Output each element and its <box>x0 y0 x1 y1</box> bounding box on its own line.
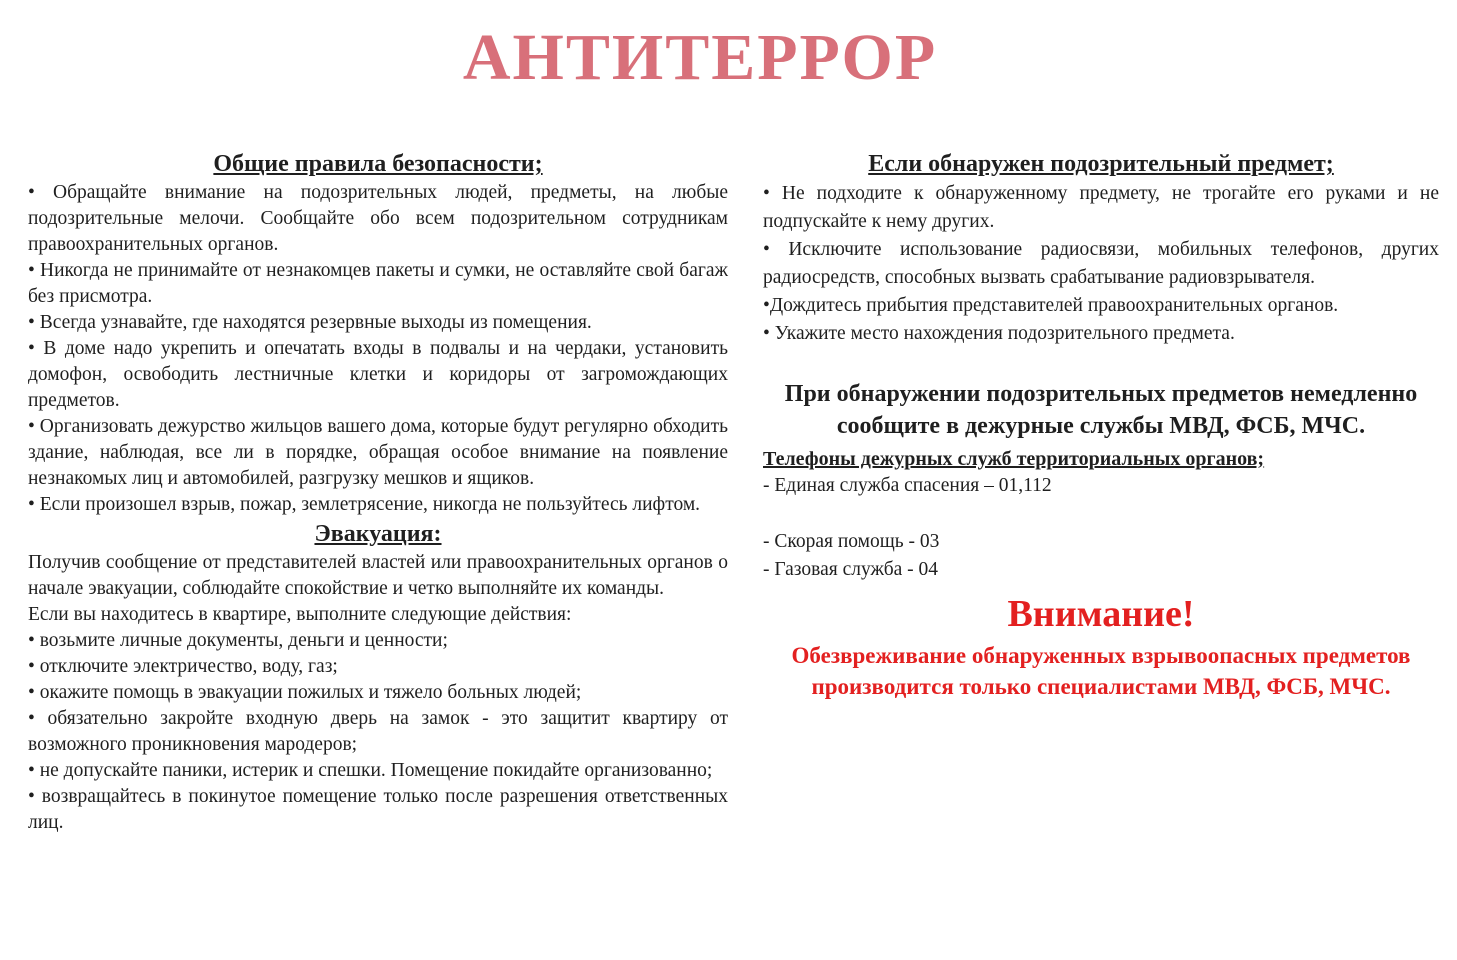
page-title: АНТИТЕРРОР <box>462 21 938 94</box>
phone-spacer <box>763 500 1439 528</box>
right-column <box>763 150 1439 702</box>
general-rule-item: • Если произошел взрыв, пожар, землетрясение, никогда не пользуйтесь лифтом. <box>28 494 701 515</box>
general-rules-heading: Общие правила безопасности; <box>213 151 543 177</box>
phone-ambulance: - Скорая помощь - 03 <box>763 531 940 552</box>
phone-gas: - Газовая служба - 04 <box>763 559 939 580</box>
left-column <box>28 150 728 836</box>
evacuation-item: • возвращайтесь в покинутое помещение только после разрешения ответственных лиц. <box>28 786 728 833</box>
general-rule-item: • Обращайте внимание на подозрительных людей, предметы, на любые подозрительные мелочи. Сообщайте обо всем подозрительном сотрудникам правоохранительных органов. <box>28 182 728 255</box>
report-notice: При обнаружении подозрительных предметов немедленно сообщите в дежурные службы МВД, ФСБ, МЧС. <box>784 381 1418 439</box>
evacuation-item: • окажите помощь в эвакуации пожилых и тяжело больных людей; <box>28 682 582 703</box>
suspicious-object-heading: Если обнаружен подозрительный предмет; <box>868 151 1334 177</box>
evacuation-intro: Получив сообщение от представителей властей или правоохранительных органов о начале эвакуации, соблюдайте спокойствие и четко выполняйте их команды. <box>28 552 728 599</box>
suspicious-item: • Не подходите к обнаруженному предмету, не трогайте его руками и не подпускайте к нему других. <box>763 183 1439 232</box>
evacuation-item: • возьмите личные документы, деньги и ценности; <box>28 630 448 651</box>
phone-rescue: - Единая служба спасения – 01,112 <box>763 475 1052 496</box>
general-rule-item: • Всегда узнавайте, где находятся резервные выходы из помещения. <box>28 312 592 333</box>
evacuation-item: • отключите электричество, воду, газ; <box>28 656 338 677</box>
general-rule-item: • Никогда не принимайте от незнакомцев пакеты и сумки, не оставляйте свой багаж без присмотра. <box>28 260 728 307</box>
suspicious-item: • Исключите использование радиосвязи, мобильных телефонов, других радиосредств, способных вызвать срабатывание радиовзрывателя. <box>763 239 1439 288</box>
evacuation-apartment: Если вы находитесь в квартире, выполните следующие действия: <box>28 604 572 625</box>
suspicious-item: •Дождитесь прибытия представителей правоохранительных органов. <box>763 295 1339 316</box>
attention-heading: Внимание! <box>1007 593 1195 635</box>
attention-text: Обезвреживание обнаруженных взрывоопасных предметов производится только специалистами МВД, ФСБ, МЧС. <box>791 643 1411 699</box>
general-rule-item: • В доме надо укрепить и опечатать входы в подвалы и на чердаки, установить домофон, освободить лестничные клетки и коридоры от загромождающих предметов. <box>28 338 728 411</box>
evacuation-item: • не допускайте паники, истерик и спешки. Помещение покидайте организованно; <box>28 760 713 781</box>
evacuation-item: • обязательно закройте входную дверь на замок - это защитит квартиру от возможного проникновения мародеров; <box>28 708 728 755</box>
suspicious-item: • Укажите место нахождения подозрительного предмета. <box>763 323 1235 344</box>
general-rule-item: • Организовать дежурство жильцов вашего дома, которые будут регулярно обходить здание, наблюдая, все ли в порядке, обращая особое внимание на появление незнакомых лиц и автомобилей, разгрузку мешков и ящиков. <box>28 416 728 489</box>
phones-heading: Телефоны дежурных служб территориальных органов; <box>763 448 1265 470</box>
evacuation-heading: Эвакуация: <box>314 521 442 547</box>
